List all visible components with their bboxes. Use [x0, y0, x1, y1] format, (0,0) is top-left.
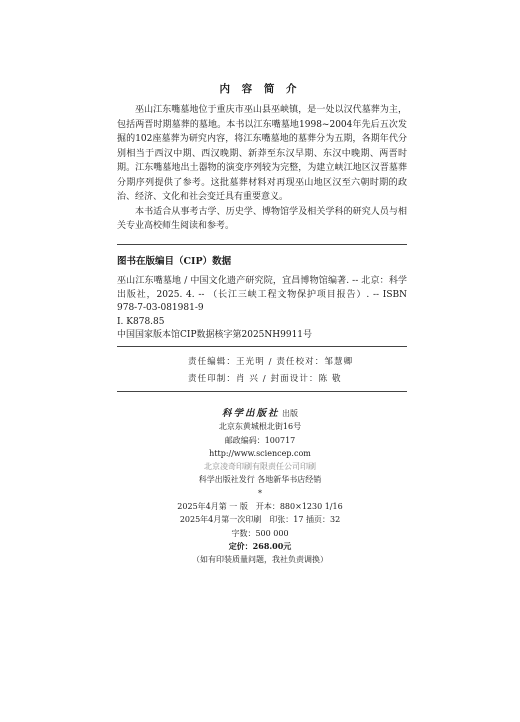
publisher-logo: 科学出版社 — [221, 408, 280, 419]
cip-heading: 图书在版编目（CIP）数据 — [117, 256, 232, 267]
divider — [117, 391, 407, 392]
printer-line: 北京凌奇印刷有限责任公司印刷 — [204, 462, 316, 472]
publisher-postcode: 邮政编码：100717 — [224, 435, 296, 445]
production-credits: 责任印制：肖 兴 / 封面设计：陈 敬 — [188, 374, 342, 384]
quality-notice: （如有印装质量问题，我社负责调换） — [192, 555, 328, 565]
cip-block — [117, 275, 407, 343]
edition: 2025年4月第 一 版 — [177, 502, 248, 512]
separator-star: * — [258, 488, 262, 498]
publisher-line — [0, 407, 520, 420]
divider — [117, 244, 407, 245]
intro-paragraph: 本书适合从事考古学、历史学、博物馆学及相关学科的研究人员与相关专业高校师生阅读和参考。 — [117, 206, 407, 231]
publisher-address: 北京东黄城根北街16号 — [218, 422, 302, 432]
editor-credits: 责任编辑：王光明 / 责任校对：邹慧卿 — [188, 357, 354, 367]
cip-classification: Ⅰ. K878.85 — [117, 316, 165, 327]
printing-row — [0, 513, 520, 526]
publisher-url: http://www.sciencep.com — [209, 448, 311, 458]
edition-row — [0, 500, 520, 513]
printing: 2025年4月第一次印刷 — [179, 515, 262, 525]
sheets: 印张：17 插页：32 — [269, 515, 341, 525]
cip-record: 巫山江东嘴墓地 / 中国文化遗产研究院，宜昌博物馆编著. -- 北京：科学出版社，2025. 4. -- （长江三峡工程文物保护项目报告）. -- ISBN 978-7-03-081981-9 — [117, 276, 407, 314]
intro-title: 内 容 简 介 — [219, 83, 301, 95]
intro-paragraph: 巫山江东嘴墓地位于重庆市巫山县巫峡镇，是一处以汉代墓葬为主，包括两晋时期墓葬的墓地。本书以江东嘴墓地1998~2004年先后五次发掘的102座墓葬为研究内容，将江东嘴墓地的墓葬分为五期，各期年代分别相当于西汉中期、西汉晚期、新莽至东汉早期、东汉中晚期、两晋时期。江东嘴墓地出土器物的演变序列较为完整，为建立峡江地区汉晋墓葬分期序列提供了参考。这批墓葬材料对再现巫山地区汉至六朝时期的政治、经济、文化和社会变迁具有重要意义。 — [117, 105, 407, 202]
distribution-line: 科学出版社发行 各地新华书店经销 — [198, 475, 322, 485]
credits-block — [188, 354, 353, 388]
publish-label: 出版 — [282, 409, 299, 418]
intro-body — [117, 103, 407, 234]
cip-number: 中国国家版本馆CIP数据核字第2025NH9911号 — [117, 330, 313, 341]
imprint-block — [0, 407, 520, 567]
format: 开本：880×1230 1/16 — [255, 502, 343, 512]
divider — [117, 346, 407, 347]
word-count: 字数：500 000 — [231, 528, 289, 538]
price: 定价：268.00元 — [228, 540, 292, 551]
